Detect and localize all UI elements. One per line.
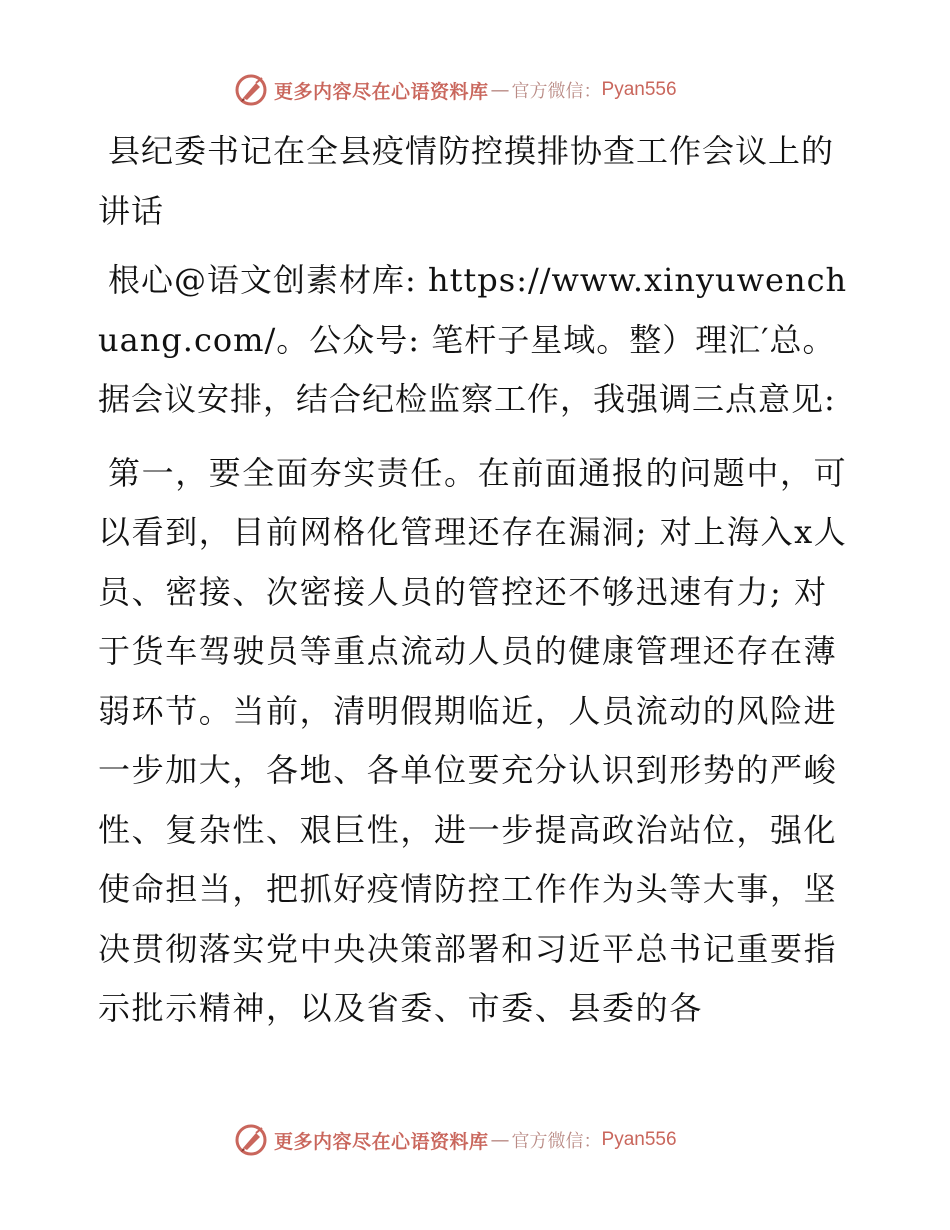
- header-watermark-banner: [234, 70, 677, 110]
- watermark-handle: Pyan556: [601, 79, 677, 100]
- body-paragraph: 第一，要全面夯实责任。在前面通报的问题中，可以看到，目前网格化管理还存在漏洞; 对上海入x人员、密接、次密接人员的管控还不够迅速有力; 对于货车驾驶员等重点流动人员的健康管理还存在薄弱环节。当前，清明假期临近，人员流动的风险进一步加大，各地、各单位要充分认识到形势的严峻性、复杂性、艰巨性，进一步提高政治站位，强化使命担当，把抓好疫情防控工作作为头等大事，坚决贯彻落实党中央决策部署和习近平总书记重要指示批示精神，以及省委、市委、县委的各: [98, 453, 848, 1027]
- source-paragraph: 根心@语文创素材库: https://www.xinyuwenchuang.com/。公众号: 笔杆子星域。整）理汇′总。据会议安排，结合纪检监察工作，我强调三点意见:: [98, 261, 848, 418]
- footer-watermark-banner: [234, 1120, 677, 1160]
- watermark-handle: Pyan556: [601, 1129, 677, 1150]
- document-body: [98, 122, 858, 1039]
- quill-pen-logo-icon: [234, 1123, 268, 1157]
- watermark-title: 更多内容尽在心语资料库: [274, 80, 489, 103]
- watermark-title: 更多内容尽在心语资料库: [274, 1130, 489, 1153]
- watermark-separator: —: [490, 79, 510, 101]
- watermark-separator: —: [490, 1129, 510, 1151]
- document-title: 县纪委书记在全县疫情防控摸排协查工作会议上的讲话: [98, 132, 835, 230]
- watermark-label: 官方微信：: [511, 81, 602, 102]
- quill-pen-logo-icon: [234, 73, 268, 107]
- watermark-label: 官方微信：: [511, 1131, 602, 1152]
